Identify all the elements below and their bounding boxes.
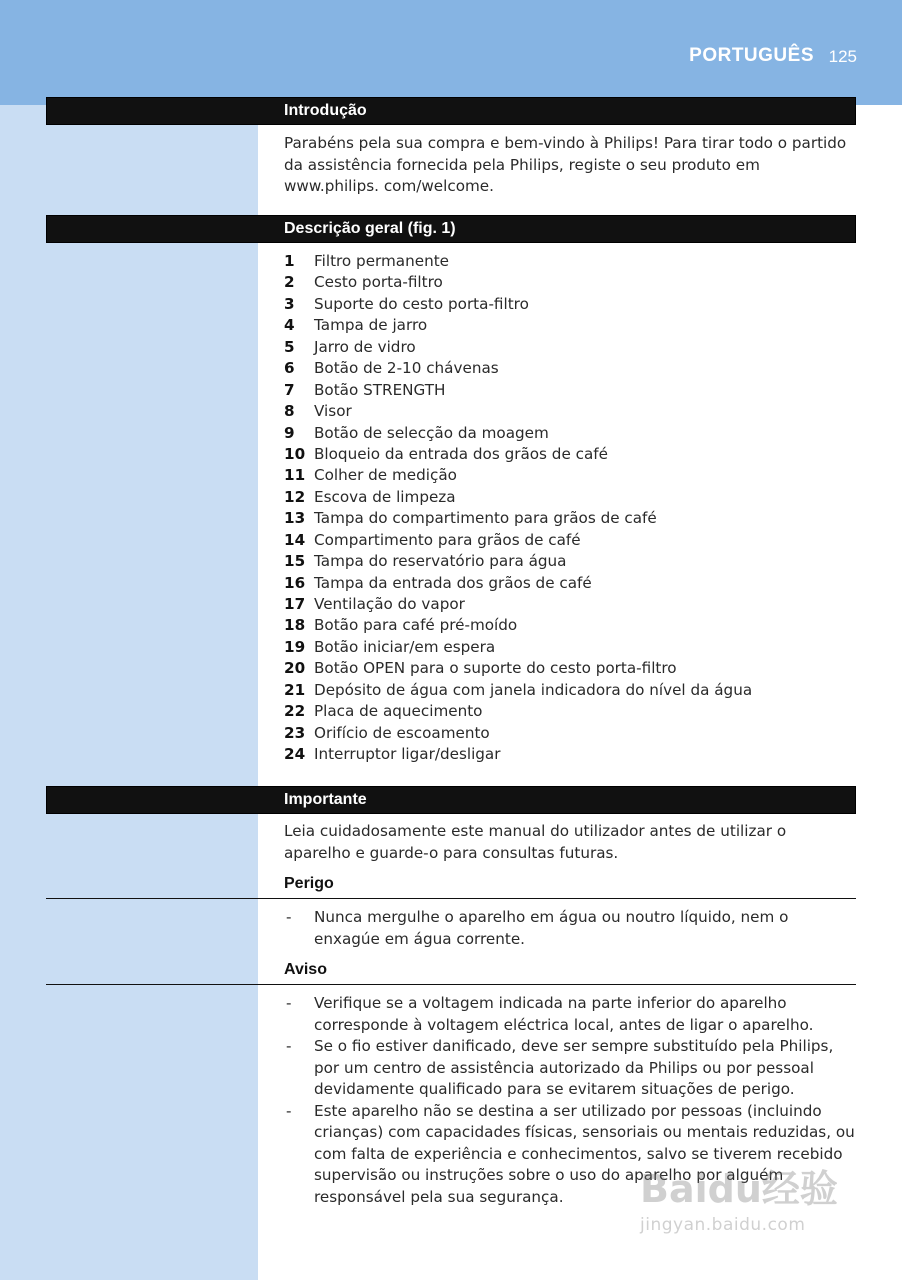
danger-list — [284, 907, 856, 950]
overview-item — [284, 508, 856, 529]
overview-item-number: 14 — [284, 530, 306, 549]
overview-item-label: Suporte do cesto porta-filtro — [314, 294, 529, 313]
overview-item-number: 4 — [284, 316, 295, 335]
overview-item-number: 8 — [284, 402, 295, 421]
overview-item-label: Visor — [314, 402, 352, 421]
overview-item — [284, 723, 856, 744]
overview-item-label: Botão STRENGTH — [314, 380, 446, 399]
overview-item — [284, 465, 856, 486]
overview-item-number: 10 — [284, 444, 306, 463]
overview-item — [284, 637, 856, 658]
watermark-logo: Baidu经验 — [640, 1167, 838, 1211]
warning-rule — [46, 984, 856, 985]
overview-item-label: Filtro permanente — [314, 252, 450, 270]
intro-paragraph: Parabéns pela sua compra e bem-vindo à Philips! Para tirar todo o partido da assistência fornecida pela Philips, registe o seu produto em www.philips. com/welcome. — [284, 134, 847, 195]
overview-item-number: 21 — [284, 680, 306, 699]
overview-item — [284, 487, 856, 508]
overview-item — [284, 294, 856, 315]
language-label: PORTUGUÊS — [689, 45, 814, 66]
overview-item-number: 6 — [284, 359, 295, 378]
overview-item — [284, 615, 856, 636]
overview-item-label: Tampa da entrada dos grãos de café — [314, 573, 592, 592]
overview-item-label: Tampa do compartimento para grãos de café — [314, 509, 657, 528]
overview-item-label: Cesto porta-filtro — [314, 273, 443, 292]
overview-item-number: 7 — [284, 380, 295, 399]
bullet-item: - Se o fio estiver danificado, deve ser sempre substituído pela Philips, por um centro de assistência autorizado da Philips ou por pessoal devidamente qualificado para se evitarem situações de perigo. — [284, 1036, 856, 1101]
overview-item-number: 23 — [284, 723, 306, 742]
overview-item-number: 19 — [284, 637, 306, 656]
overview-item — [284, 444, 856, 465]
overview-item-label: Escova de limpeza — [314, 487, 456, 506]
overview-item-label: Orifício de escoamento — [314, 723, 490, 742]
section-bar-intro — [46, 97, 856, 125]
overview-item-number: 13 — [284, 509, 306, 528]
overview-item — [284, 358, 856, 379]
overview-item — [284, 315, 856, 336]
overview-item-label: Tampa do reservatório para água — [314, 552, 567, 571]
overview-item-label: Botão de selecção da moagem — [314, 423, 549, 442]
overview-item-label: Colher de medição — [314, 466, 457, 485]
overview-item — [284, 337, 856, 358]
important-paragraph: Leia cuidadosamente este manual do utilizador antes de utilizar o aparelho e guarde-o para consultas futuras. — [284, 822, 787, 862]
overview-item-label: Ventilação do vapor — [314, 595, 465, 613]
overview-item — [284, 251, 856, 272]
left-margin-band — [0, 105, 258, 1280]
overview-item-number: 16 — [284, 573, 306, 592]
overview-item-label: Botão OPEN para o suporte do cesto porta-filtro — [314, 659, 677, 678]
bullet-item: - Verifique se a voltagem indicada na parte inferior do aparelho corresponde à voltagem eléctrica local, antes de ligar o aparelho. — [284, 993, 856, 1036]
overview-item — [284, 744, 856, 765]
page-number: 125 — [828, 47, 857, 66]
overview-item-number: 17 — [284, 595, 306, 613]
overview-item-label: Botão iniciar/em espera — [314, 637, 496, 656]
overview-item — [284, 380, 856, 401]
warning-heading: Aviso — [284, 961, 327, 978]
section-bar-important — [46, 786, 856, 814]
overview-item — [284, 551, 856, 572]
overview-item-label: Bloqueio da entrada dos grãos de café — [314, 444, 608, 463]
overview-item — [284, 594, 856, 615]
overview-item — [284, 530, 856, 551]
section-title-overview: Descrição geral (fig. 1) — [284, 220, 456, 237]
overview-item-label: Tampa de jarro — [314, 316, 428, 335]
overview-item-label: Botão para café pré-moído — [314, 616, 518, 635]
overview-item-number: 15 — [284, 552, 306, 571]
danger-heading: Perigo — [284, 875, 334, 892]
overview-item — [284, 658, 856, 679]
overview-item — [284, 423, 856, 444]
overview-item-number: 12 — [284, 487, 306, 506]
overview-item — [284, 573, 856, 594]
watermark-url: jingyan.baidu.com — [640, 1215, 806, 1235]
overview-item-number: 1 — [284, 252, 295, 270]
overview-item — [284, 680, 856, 701]
overview-item-number: 20 — [284, 659, 306, 678]
overview-item-number: 5 — [284, 337, 295, 356]
overview-item-label: Botão de 2-10 chávenas — [314, 359, 499, 378]
overview-item — [284, 401, 856, 422]
overview-item-number: 24 — [284, 745, 306, 764]
overview-item-number: 9 — [284, 423, 295, 442]
overview-item — [284, 272, 856, 293]
section-bar-overview — [46, 215, 856, 243]
overview-item-number: 11 — [284, 466, 306, 485]
bullet-item: - Este aparelho não se destina a ser utilizado por pessoas (incluindo crianças) com capacidades físicas, sensoriais ou mentais reduzidas, ou com falta de experiência e conhecimentos, salvo se tiverem recebido supervisão ou instruções sobre o uso do aparelho por alguém responsável pela sua segurança. — [284, 1101, 856, 1209]
overview-item-number: 18 — [284, 616, 306, 635]
overview-list — [284, 251, 856, 766]
overview-item-label: Placa de aquecimento — [314, 702, 483, 721]
overview-item — [284, 701, 856, 722]
overview-item-label: Interruptor ligar/desligar — [314, 745, 501, 764]
bullet-item: - Nunca mergulhe o aparelho em água ou noutro líquido, nem o enxagúe em água corrente. — [284, 907, 856, 950]
section-title-intro: Introdução — [284, 102, 367, 119]
section-title-important: Importante — [284, 791, 367, 808]
overview-item-number: 3 — [284, 294, 295, 313]
overview-item-number: 22 — [284, 702, 306, 721]
overview-item-label: Compartimento para grãos de café — [314, 530, 581, 549]
overview-item-label: Depósito de água com janela indicadora do nível da água — [314, 680, 753, 699]
overview-item-number: 2 — [284, 273, 295, 292]
danger-rule — [46, 898, 856, 899]
overview-item-label: Jarro de vidro — [314, 337, 416, 356]
